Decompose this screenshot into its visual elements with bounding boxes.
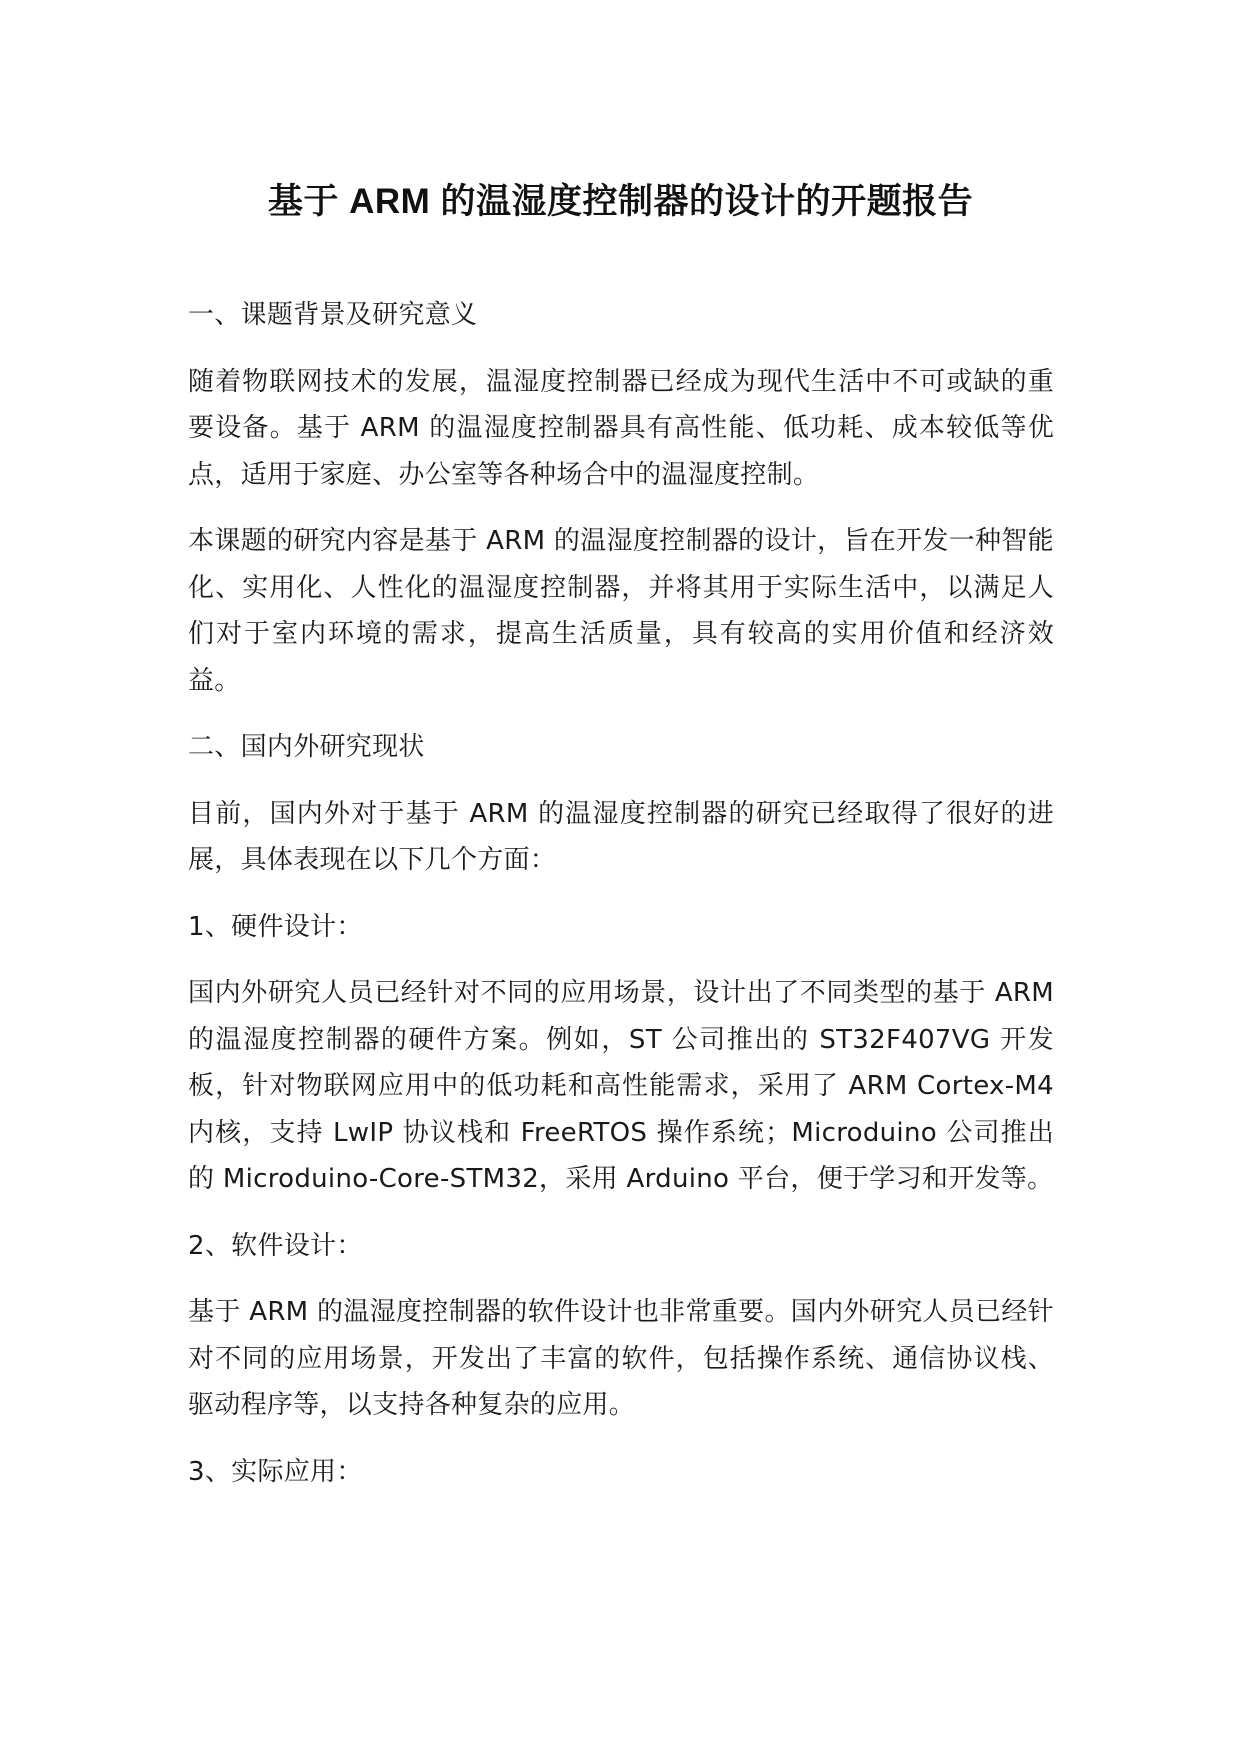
subheading-hardware-design: 1、硬件设计： (188, 911, 363, 942)
paragraph: 本课题的研究内容是基于 ARM 的温湿度控制器的设计，旨在开发一种智能化、实用化、人性化的温湿度控制器，并将其用于实际生活中，以满足人们对于室内环境的需求，提高生活质量，具有较高的实用价值和经济效益。 (188, 526, 1054, 696)
paragraph: 随着物联网技术的发展，温湿度控制器已经成为现代生活中不可或缺的重要设备。基于 ARM 的温湿度控制器具有高性能、低功耗、成本较低等优点，适用于家庭、办公室等各种场合中的温湿度控制。 (188, 366, 1054, 490)
document-title: 基于 ARM 的温湿度控制器的设计的开题报告 (267, 182, 974, 221)
section-heading-research-status: 二、国内外研究现状 (188, 732, 425, 762)
subheading-practical-application: 3、实际应用： (188, 1456, 363, 1487)
document-body (188, 292, 1054, 1515)
section-heading-background: 一、课题背景及研究意义 (188, 300, 478, 330)
paragraph: 国内外研究人员已经针对不同的应用场景，设计出了不同类型的基于 ARM 的温湿度控制器的硬件方案。例如，ST 公司推出的 ST32F407VG 开发板，针对物联网应用中的低功耗和高性能需求，采用了 ARM Cortex-M4 内核，支持 LwIP 协议栈和 FreeRTOS 操作系统；Microduino 公司推出的 Microduino-Core-STM32，采用 Arduino 平台，便于学习和开发等。 (188, 978, 1054, 1194)
paragraph: 目前，国内外对于基于 ARM 的温湿度控制器的研究已经取得了很好的进展，具体表现在以下几个方面： (188, 798, 1054, 875)
subheading-software-design: 2、软件设计： (188, 1230, 363, 1261)
paragraph: 基于 ARM 的温湿度控制器的软件设计也非常重要。国内外研究人员已经针对不同的应用场景，开发出了丰富的软件，包括操作系统、通信协议栈、驱动程序等，以支持各种复杂的应用。 (188, 1297, 1054, 1420)
